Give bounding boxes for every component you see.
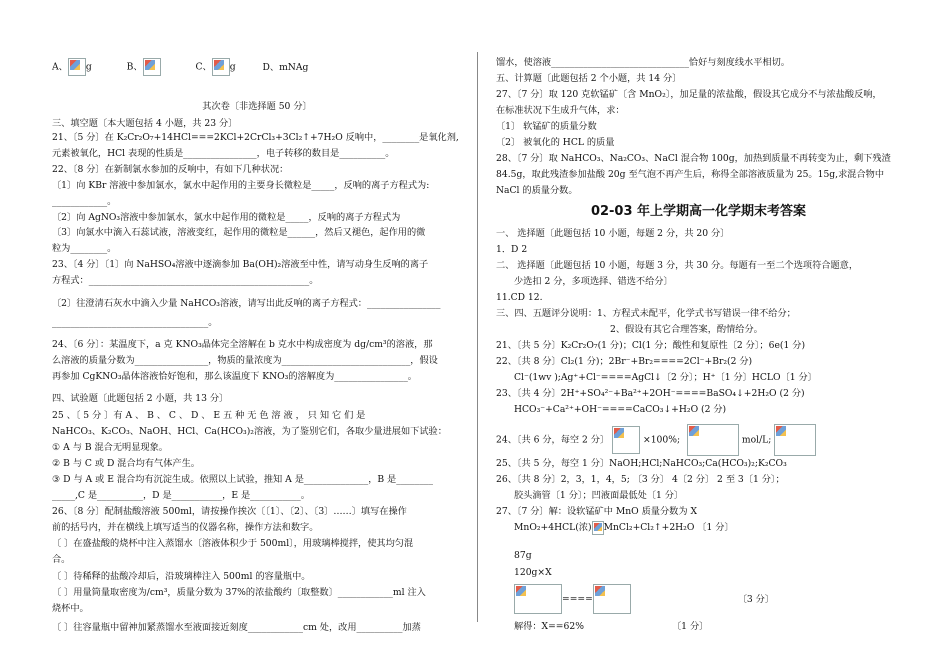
question-text: 〔2〕往澄清石灰水中滴入少量 NaHCO₃溶液，请写出此反响的离子方程式：________________ <box>52 298 441 309</box>
formula-image <box>514 584 562 614</box>
answer-text: 二、 选择题〔此题包括 10 小题，每题 3 分，共 30 分。每题有一至二个选项符合题意， <box>496 260 859 271</box>
formula-image <box>68 58 86 76</box>
answer-27-ratio: ==== 〔3 分〕 <box>514 584 774 614</box>
question-text: 方程式：________________________________________________。 <box>52 275 319 286</box>
question-text: 么溶液的质量分数为________________，物质的量浓度为____________________________，假设 <box>52 355 438 366</box>
question-text: 〔1〕 软锰矿的质量分数 <box>496 121 597 132</box>
answer-text: 2、假设有其它合理答案，酌情给分。 <box>610 324 763 335</box>
formula-image <box>593 584 631 614</box>
question-text: 〔 〕往容量瓶中留神加紧蒸馏水至液面接近刻度____________cm 处，改用__________加蒸 <box>52 622 421 633</box>
answer-text: 三、四、五题评分说明：1、方程式未配平，化学式书写错误一律不给分； <box>496 308 796 319</box>
question-text: 〔2〕 被氧化的 HCL 的质量 <box>496 137 615 148</box>
answer-text: 11.CD 12. <box>496 292 543 303</box>
question-text: __________________________________。 <box>52 317 218 328</box>
question-text: 前的括号内，并在横线上填写适当的仪器名称，操作方法和数字。 <box>52 522 319 533</box>
answer-text: 22、〔共 8 分〕Cl₂(1 分)；2Br⁻+Br₂====2Cl⁻+Br₂(2 分) <box>496 356 753 367</box>
section-heading: 其次卷〔非选择题 50 分〕 <box>202 101 312 112</box>
question-text: 再参加 CgKNO₃晶体溶液恰好饱和，那么该温度下 KNO₃的溶解度为________________。 <box>52 371 417 382</box>
section-heading: 五、计算题〔此题包括 2 个小题，共 14 分〕 <box>496 73 682 84</box>
question-text: 24、〔6 分〕：某温度下，a 克 KNO₃晶体完全溶解在 b 克水中构成密度为 dg/cm³的溶液，那 <box>52 339 433 350</box>
answer-text: 〔1 分〕 <box>672 621 709 632</box>
question-text: 25 、〔 5 分 〕有 A 、 B 、 C 、 D 、 E 五 种 无 色 溶 液 ， 只 知 它 们 是 <box>52 410 366 421</box>
question-text: 合。 <box>52 554 71 565</box>
formula-image <box>612 426 640 454</box>
question-text: 26、〔8 分〕配制盐酸溶液 500ml，请按操作挨次〔〔1〕、〔2〕、〔3〕……〕填写在操作 <box>52 506 407 517</box>
answer-text: HCO₃⁻+Ca²⁺+OH⁻====CaCO₃↓+H₂O (2 分) <box>514 404 727 415</box>
question-text: 〔2〕向 AgNO₃溶液中参加氯水，氯水中起作用的微粒是_____，反响的离子方程式为 <box>52 212 401 223</box>
answer-text: 87g <box>514 550 532 561</box>
question-text: ____________。 <box>52 196 117 207</box>
question-text: 在标准状况下生成升气体，求： <box>496 105 625 116</box>
question-text: 〔3〕向氯水中滴入石蕊试液，溶液变红，起作用的微粒是______，然后又褪色，起作用的微 <box>52 227 426 238</box>
question-text: ③ D 与 A 或 E 混合均有沉淀生成。依照以上试验，推知 A 是______________，B 是________ <box>52 474 433 485</box>
mc-options: A、 g B、 C、 g D、mNAg <box>52 58 322 76</box>
answer-text: 少选扣 2 分，多项选择、错选不给分〕 <box>514 276 673 287</box>
answer-text: 解得：X==62% <box>514 621 584 632</box>
answer-24: 24、〔共 6 分，每空 2 分〕 ×100%; mol/L; <box>496 424 816 456</box>
section-heading: 四、试验题〔此题包括 2 小题，共 13 分〕 <box>52 393 229 404</box>
answer-text: 21、〔共 5 分〕K₂Cr₂O₇(1 分)；Cl(1 分；酸性和复原性〔2 分〕；6e(1 分) <box>496 340 806 351</box>
answer-text: 26、〔共 8 分〕2，3，1，4，5; 〔3 分〕 4〔2 分〕 2 至 3〔1 分〕； <box>496 474 785 485</box>
question-text: NaHCO₃、K₂CO₃、NaOH、HCl、Ca(HCO₃)₂溶液，为了鉴别它们，各取少量进展如下试验： <box>52 426 447 437</box>
question-text: 烧杯中。 <box>52 603 89 614</box>
answer-text: 25、〔共 5 分，每空 1 分〕NaOH;HCl;NaHCO₃;Ca(HCO₃)₂;K₂CO₃ <box>496 458 787 469</box>
question-text: 〔 〕在盛盐酸的烧杯中注入蒸馏水〔溶液体积少于 500ml〕，用玻璃棒搅拌，使其均匀混 <box>52 538 414 549</box>
answer-text: 23、〔共 4 分〕2H⁺+SO₄²⁻+Ba²⁺+2OH⁻====BaSO₄↓+2H₂O (2 分) <box>496 388 805 399</box>
question-text: 〔1〕向 KBr 溶液中参加氯水，氯水中起作用的主要身长微粒是_____，反响的离子方程式为: <box>52 180 430 191</box>
question-text: ① A 与 B 混合无明显现象。 <box>52 442 168 453</box>
question-text: 馏水，使溶液______________________________恰好与刻度线水平相切。 <box>496 57 790 68</box>
answer-27-equation: MnO₂+4HCL(浓) MnCl₂+Cl₂↑+2H₂O 〔1 分〕 <box>514 522 734 533</box>
answer-text: 120g×X <box>514 567 552 578</box>
section-heading: 三、填空题〔本大题包括 4 小题，共 23 分〕 <box>52 118 238 129</box>
question-text: 23、〔4 分〕〔1〕向 NaHSO₄溶液中逐滴参加 Ba(OH)₂溶液至中性，请写动身生反响的离子 <box>52 259 429 270</box>
question-text: 84.5g，取此残渣参加盐酸 20g 至气泡不再产生后，称得全部溶液质量为 25。15g,求混合物中 <box>496 169 885 180</box>
answer-text: Cl⁻(1wv );Ag⁺+Cl⁻====AgCl↓〔2 分〕；H⁺〔1 分〕HCLO〔1 分〕 <box>514 372 817 383</box>
question-text: NaCl 的质量分数。 <box>496 185 578 196</box>
answer-text: 一、 选择题〔此题包括 10 小题，每题 2 分，共 20 分〕 <box>496 228 730 239</box>
answer-text: 1．D 2 <box>496 244 528 255</box>
question-text: ② B 与 C 或 D 混合均有气体产生。 <box>52 458 200 469</box>
question-text: 〔 〕待稀释的盐酸冷却后，沿玻璃棒注入 500ml 的容量瓶中。 <box>52 571 311 582</box>
question-text: 元素被氧化，HCl 表现的性质是________________，电子转移的数目是__________。 <box>52 148 395 159</box>
question-text: 〔 〕用量筒量取密度为/cm³，质量分数为 37%的浓盐酸约〔取整数〕____________ml 注入 <box>52 587 426 598</box>
formula-image <box>774 424 816 456</box>
question-text: 21、〔5 分〕在 K₂Cr₂O₇+14HCl===2KCl+2CrCl₃+3Cl₂↑+7H₂O 反响中，________是氧化剂, <box>52 132 459 143</box>
column-divider <box>477 52 478 622</box>
answer-text: 胶头滴管〔1 分〕；凹液面最低处〔1 分〕 <box>514 490 684 501</box>
question-text: _____,C 是__________，D 是___________，E 是___________。 <box>52 490 310 501</box>
formula-image <box>212 58 230 76</box>
formula-image <box>687 424 739 456</box>
question-text: 28、〔7 分〕取 NaHCO₃、Na₂CO₃、NaCl 混合物 100g，加热到质量不再转变为止，剩下残渣 <box>496 153 891 164</box>
question-text: 粒为________。 <box>52 243 117 254</box>
question-text: 22、〔8 分〕在新制氯水参加的反响中，有如下几种状况： <box>52 164 289 175</box>
formula-image <box>592 521 604 535</box>
answer-text: 27、〔7 分〕解：设软锰矿中 MnO 质量分数为 X <box>496 506 698 517</box>
question-text: 27、〔7 分〕取 120 克软锰矿〔含 MnO₂〕，加足量的浓盐酸，假设其它成分不与浓盐酸反响， <box>496 89 882 100</box>
formula-image <box>143 58 161 76</box>
answer-title: 02-03 年上学期高一化学期末考答案 <box>590 204 807 219</box>
